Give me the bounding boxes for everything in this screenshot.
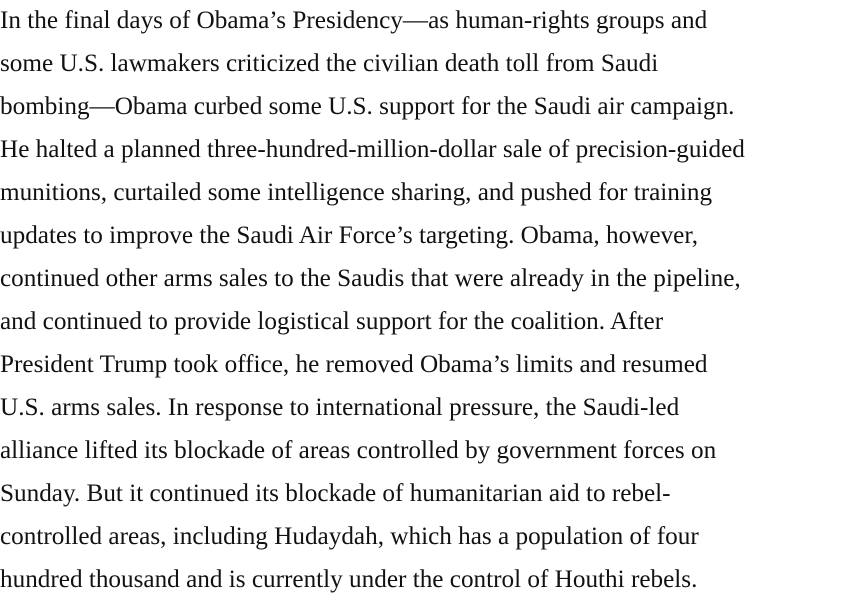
- paragraph-line-10: U.S. arms sales. In response to international pressure, the Saudi-led: [0, 394, 680, 421]
- paragraph-line-3: bombing—Obama curbed some U.S. support for the Saudi air campaign.: [0, 93, 735, 120]
- paragraph-line-13: controlled areas, including Hudaydah, which has a population of four: [0, 523, 699, 550]
- paragraph-line-6: updates to improve the Saudi Air Force’s targeting. Obama, however,: [0, 222, 699, 249]
- paragraph-line-5: munitions, curtailed some intelligence sharing, and pushed for training: [0, 179, 713, 206]
- paragraph-line-2: some U.S. lawmakers criticized the civilian death toll from Saudi: [0, 50, 659, 77]
- paragraph-line-14: hundred thousand and is currently under the control of Houthi rebels.: [0, 566, 698, 593]
- paragraph-line-8: and continued to provide logistical support for the coalition. After: [0, 308, 664, 335]
- paragraph-line-7: continued other arms sales to the Saudis that were already in the pipeline,: [0, 265, 741, 292]
- paragraph-line-1: In the final days of Obama’s Presidency—as human-rights groups and: [0, 7, 708, 34]
- paragraph-line-11: alliance lifted its blockade of areas controlled by government forces on: [0, 437, 717, 464]
- paragraph-line-9: President Trump took office, he removed Obama’s limits and resumed: [0, 351, 708, 378]
- paragraph-line-12: Sunday. But it continued its blockade of humanitarian aid to rebel-: [0, 480, 671, 507]
- paragraph-line-4: He halted a planned three-hundred-million-dollar sale of precision-guided: [0, 136, 745, 163]
